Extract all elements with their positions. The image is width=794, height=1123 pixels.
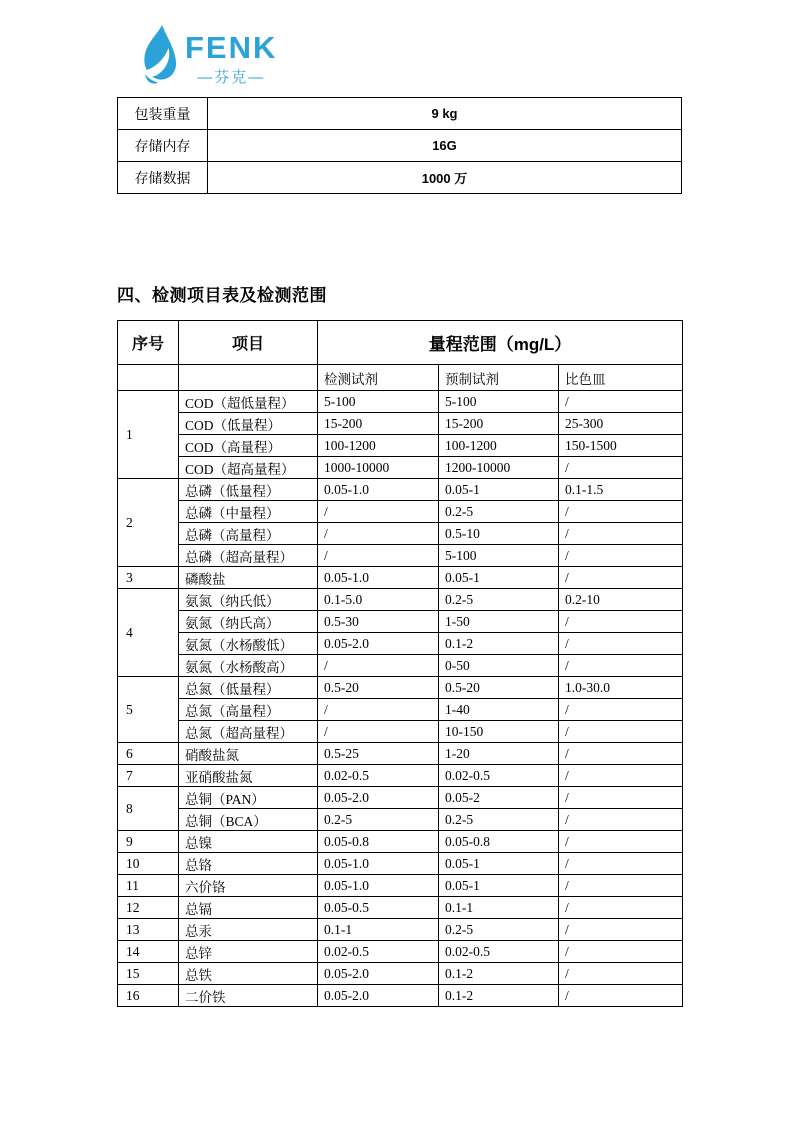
- reagent-cell: 1000-10000: [318, 457, 439, 479]
- table-row: [118, 897, 683, 919]
- spec-row: [118, 130, 682, 162]
- cuvette-cell: /: [559, 721, 683, 743]
- item-cell: COD（超高量程）: [179, 457, 318, 479]
- section-heading: 四、检测项目表及检测范围: [117, 286, 327, 305]
- table-row: [118, 633, 683, 655]
- item-cell: 总磷（低量程）: [179, 479, 318, 501]
- reagent-cell: /: [318, 501, 439, 523]
- table-row: [118, 831, 683, 853]
- item-cell: 六价铬: [179, 875, 318, 897]
- spec-label: 包装重量: [118, 98, 208, 130]
- table-row: [118, 853, 683, 875]
- cuvette-cell: 25-300: [559, 413, 683, 435]
- brand-logo: [136, 24, 277, 87]
- cuvette-cell: 0.2-10: [559, 589, 683, 611]
- reagent-cell: /: [318, 655, 439, 677]
- premade-cell: 5-100: [439, 391, 559, 413]
- table-row: [118, 919, 683, 941]
- reagent-cell: 0.05-1.0: [318, 853, 439, 875]
- reagent-cell: /: [318, 523, 439, 545]
- reagent-cell: 0.05-0.8: [318, 831, 439, 853]
- premade-cell: 1200-10000: [439, 457, 559, 479]
- item-cell: 总氮（低量程）: [179, 677, 318, 699]
- item-cell: 氨氮（纳氏低）: [179, 589, 318, 611]
- table-row: [118, 743, 683, 765]
- table-row: [118, 479, 683, 501]
- item-cell: 总铬: [179, 853, 318, 875]
- premade-cell: 0.02-0.5: [439, 765, 559, 787]
- subcol-header-reagent: 检测试剂: [318, 365, 439, 391]
- cuvette-cell: /: [559, 787, 683, 809]
- table-row: [118, 567, 683, 589]
- premade-cell: 0.2-5: [439, 501, 559, 523]
- spec-table-body: [118, 98, 682, 194]
- reagent-cell: 0.5-20: [318, 677, 439, 699]
- seq-cell: 15: [118, 963, 179, 985]
- premade-cell: 0-50: [439, 655, 559, 677]
- table-row: [118, 941, 683, 963]
- premade-cell: 0.5-20: [439, 677, 559, 699]
- cuvette-cell: /: [559, 743, 683, 765]
- col-header-range: 量程范围（mg/L）: [318, 321, 683, 365]
- table-row: [118, 611, 683, 633]
- premade-cell: 1-40: [439, 699, 559, 721]
- table-row: [118, 457, 683, 479]
- table-row: [118, 523, 683, 545]
- premade-cell: 0.1-2: [439, 633, 559, 655]
- premade-cell: 0.2-5: [439, 919, 559, 941]
- item-cell: 总铁: [179, 963, 318, 985]
- reagent-cell: 0.05-2.0: [318, 963, 439, 985]
- reagent-cell: 0.05-1.0: [318, 479, 439, 501]
- brand-name-chinese: —芬克—: [197, 69, 266, 86]
- subheader-empty-no: [118, 365, 179, 391]
- table-row: [118, 501, 683, 523]
- col-header-no: 序号: [118, 321, 179, 365]
- cuvette-cell: /: [559, 809, 683, 831]
- cuvette-cell: /: [559, 523, 683, 545]
- premade-cell: 0.05-1: [439, 567, 559, 589]
- subheader-empty-item: [179, 365, 318, 391]
- premade-cell: 0.05-1: [439, 875, 559, 897]
- seq-cell: 2: [118, 479, 179, 567]
- premade-cell: 0.05-1: [439, 853, 559, 875]
- table-row: [118, 809, 683, 831]
- subcol-header-cuvette: 比色皿: [559, 365, 683, 391]
- premade-cell: 0.1-2: [439, 963, 559, 985]
- reagent-cell: 0.02-0.5: [318, 941, 439, 963]
- premade-cell: 0.1-2: [439, 985, 559, 1007]
- premade-cell: 0.05-2: [439, 787, 559, 809]
- item-cell: 硝酸盐氮: [179, 743, 318, 765]
- seq-cell: 5: [118, 677, 179, 743]
- reagent-cell: 0.05-0.5: [318, 897, 439, 919]
- seq-cell: 4: [118, 589, 179, 677]
- premade-cell: 1-20: [439, 743, 559, 765]
- item-cell: 总氮（超高量程）: [179, 721, 318, 743]
- item-cell: 亚硝酸盐氮: [179, 765, 318, 787]
- table-row: [118, 435, 683, 457]
- spec-label: 存储内存: [118, 130, 208, 162]
- table-row: [118, 589, 683, 611]
- spec-label: 存储数据: [118, 162, 208, 194]
- item-cell: 总氮（高量程）: [179, 699, 318, 721]
- spec-row: [118, 98, 682, 130]
- reagent-cell: 0.05-2.0: [318, 787, 439, 809]
- reagent-cell: 0.05-1.0: [318, 875, 439, 897]
- item-cell: 总镉: [179, 897, 318, 919]
- premade-cell: 5-100: [439, 545, 559, 567]
- cuvette-cell: /: [559, 963, 683, 985]
- item-cell: 总铜（BCA）: [179, 809, 318, 831]
- reagent-cell: 0.05-1.0: [318, 567, 439, 589]
- cuvette-cell: 0.1-1.5: [559, 479, 683, 501]
- reagent-cell: 15-200: [318, 413, 439, 435]
- cuvette-cell: /: [559, 897, 683, 919]
- cuvette-cell: /: [559, 611, 683, 633]
- spec-table: [117, 97, 682, 194]
- seq-cell: 11: [118, 875, 179, 897]
- reagent-cell: 0.2-5: [318, 809, 439, 831]
- detection-table-body: [118, 391, 683, 1007]
- cuvette-cell: /: [559, 985, 683, 1007]
- cuvette-cell: /: [559, 699, 683, 721]
- premade-cell: 15-200: [439, 413, 559, 435]
- cuvette-cell: /: [559, 919, 683, 941]
- premade-cell: 0.1-1: [439, 897, 559, 919]
- reagent-cell: 0.5-30: [318, 611, 439, 633]
- spec-value: 16G: [208, 130, 682, 162]
- reagent-cell: 0.05-2.0: [318, 633, 439, 655]
- premade-cell: 1-50: [439, 611, 559, 633]
- premade-cell: 0.5-10: [439, 523, 559, 545]
- cuvette-cell: /: [559, 853, 683, 875]
- seq-cell: 9: [118, 831, 179, 853]
- spec-row: [118, 162, 682, 194]
- reagent-cell: /: [318, 721, 439, 743]
- cuvette-cell: 1.0-30.0: [559, 677, 683, 699]
- table-row: [118, 545, 683, 567]
- cuvette-cell: /: [559, 655, 683, 677]
- cuvette-cell: /: [559, 567, 683, 589]
- spec-value: 9 kg: [208, 98, 682, 130]
- reagent-cell: 0.1-5.0: [318, 589, 439, 611]
- seq-cell: 3: [118, 567, 179, 589]
- premade-cell: 0.05-1: [439, 479, 559, 501]
- seq-cell: 14: [118, 941, 179, 963]
- reagent-cell: 0.1-1: [318, 919, 439, 941]
- reagent-cell: /: [318, 545, 439, 567]
- seq-cell: 8: [118, 787, 179, 831]
- spec-value: 1000 万: [208, 162, 682, 194]
- seq-cell: 1: [118, 391, 179, 479]
- item-cell: 磷酸盐: [179, 567, 318, 589]
- item-cell: 氨氮（水杨酸低）: [179, 633, 318, 655]
- reagent-cell: 100-1200: [318, 435, 439, 457]
- seq-cell: 13: [118, 919, 179, 941]
- item-cell: 总磷（中量程）: [179, 501, 318, 523]
- cuvette-cell: /: [559, 501, 683, 523]
- logo-text: [185, 24, 277, 87]
- table-row: [118, 985, 683, 1007]
- item-cell: 氨氮（水杨酸高）: [179, 655, 318, 677]
- cuvette-cell: /: [559, 545, 683, 567]
- col-header-item: 项目: [179, 321, 318, 365]
- table-row: [118, 677, 683, 699]
- reagent-cell: 0.5-25: [318, 743, 439, 765]
- cuvette-cell: /: [559, 457, 683, 479]
- seq-cell: 12: [118, 897, 179, 919]
- table-row: [118, 765, 683, 787]
- item-cell: 总铜（PAN）: [179, 787, 318, 809]
- item-cell: 二价铁: [179, 985, 318, 1007]
- cuvette-cell: /: [559, 875, 683, 897]
- brand-name: FENK: [185, 30, 278, 65]
- premade-cell: 0.2-5: [439, 589, 559, 611]
- table-row: [118, 413, 683, 435]
- table-row: [118, 699, 683, 721]
- reagent-cell: 0.05-2.0: [318, 985, 439, 1007]
- seq-cell: 16: [118, 985, 179, 1007]
- premade-cell: 0.05-0.8: [439, 831, 559, 853]
- cuvette-cell: /: [559, 633, 683, 655]
- reagent-cell: 5-100: [318, 391, 439, 413]
- reagent-cell: /: [318, 699, 439, 721]
- subheader-row: [118, 365, 683, 391]
- item-cell: 氨氮（纳氏高）: [179, 611, 318, 633]
- table-row: [118, 655, 683, 677]
- reagent-cell: 0.02-0.5: [318, 765, 439, 787]
- item-cell: 总镍: [179, 831, 318, 853]
- cuvette-cell: /: [559, 391, 683, 413]
- table-row: [118, 787, 683, 809]
- cuvette-cell: 150-1500: [559, 435, 683, 457]
- item-cell: 总磷（超高量程）: [179, 545, 318, 567]
- detection-table: [117, 320, 683, 1007]
- cuvette-cell: /: [559, 831, 683, 853]
- detection-table-header: [118, 321, 683, 391]
- premade-cell: 10-150: [439, 721, 559, 743]
- table-row: [118, 963, 683, 985]
- table-row: [118, 391, 683, 413]
- item-cell: COD（超低量程）: [179, 391, 318, 413]
- cuvette-cell: /: [559, 765, 683, 787]
- table-row: [118, 875, 683, 897]
- water-drop-icon: [136, 24, 180, 86]
- premade-cell: 100-1200: [439, 435, 559, 457]
- item-cell: 总汞: [179, 919, 318, 941]
- seq-cell: 6: [118, 743, 179, 765]
- item-cell: COD（低量程）: [179, 413, 318, 435]
- item-cell: 总磷（高量程）: [179, 523, 318, 545]
- subcol-header-premade: 预制试剂: [439, 365, 559, 391]
- premade-cell: 0.2-5: [439, 809, 559, 831]
- header-row: [118, 321, 683, 365]
- seq-cell: 10: [118, 853, 179, 875]
- item-cell: COD（高量程）: [179, 435, 318, 457]
- item-cell: 总锌: [179, 941, 318, 963]
- premade-cell: 0.02-0.5: [439, 941, 559, 963]
- cuvette-cell: /: [559, 941, 683, 963]
- table-row: [118, 721, 683, 743]
- seq-cell: 7: [118, 765, 179, 787]
